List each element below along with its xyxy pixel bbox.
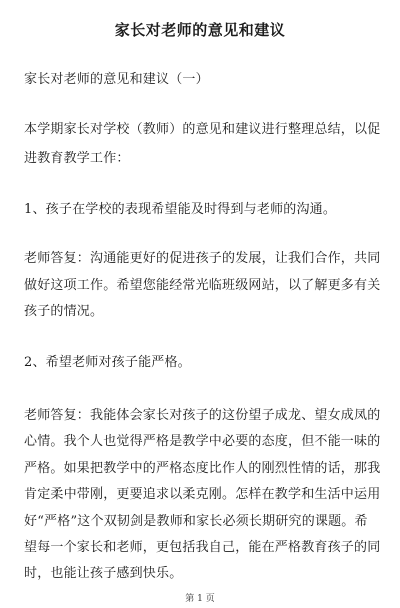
item-2: 2、希望老师对孩子能严格。	[24, 355, 191, 370]
item-1: 1、孩子在学校的表现希望能及时得到与老师的沟通。	[24, 202, 337, 217]
answer-2-line-3: 严格。如果把教学中的严格态度比作人的刚烈性情的话，那我	[24, 461, 381, 476]
answer-2-line-4: 肯定柔中带刚，更要追求以柔克刚。怎样在教学和生活中运用	[24, 487, 381, 502]
answer-2-line-7: 时，也能让孩子感到快乐。	[24, 566, 183, 581]
answer-2-line-5: 好“严格”这个双韧剑是教师和家长必须长期研究的课题。希	[24, 514, 368, 529]
document-title: 家长对老师的意见和建议	[114, 21, 286, 39]
answer-1-line-2: 做好这项工作。希望您能经常光临班级网站，以了解更多有关	[24, 278, 381, 293]
answer-1-line-1: 老师答复：沟通能更好的促进孩子的发展，让我们合作，共同	[24, 251, 381, 266]
intro-line-2: 进教育教学工作：	[24, 151, 130, 166]
answer-2-line-6: 望每一个家长和老师，更包括我自己，能在严格教育孩子的同	[24, 540, 381, 555]
page-number: 第 1 页	[185, 594, 215, 604]
document-subtitle: 家长对老师的意见和建议（一）	[24, 72, 209, 87]
answer-2-line-1: 老师答复：我能体会家长对孩子的这份望子成龙、望女成凤的	[24, 408, 381, 423]
answer-1-line-3: 孩子的情况。	[24, 304, 104, 319]
answer-2-line-2: 心情。我个人也觉得严格是教学中必要的态度，但不能一味的	[24, 434, 381, 449]
intro-line-1: 本学期家长对学校（教师）的意见和建议进行整理总结，以促	[24, 122, 381, 137]
